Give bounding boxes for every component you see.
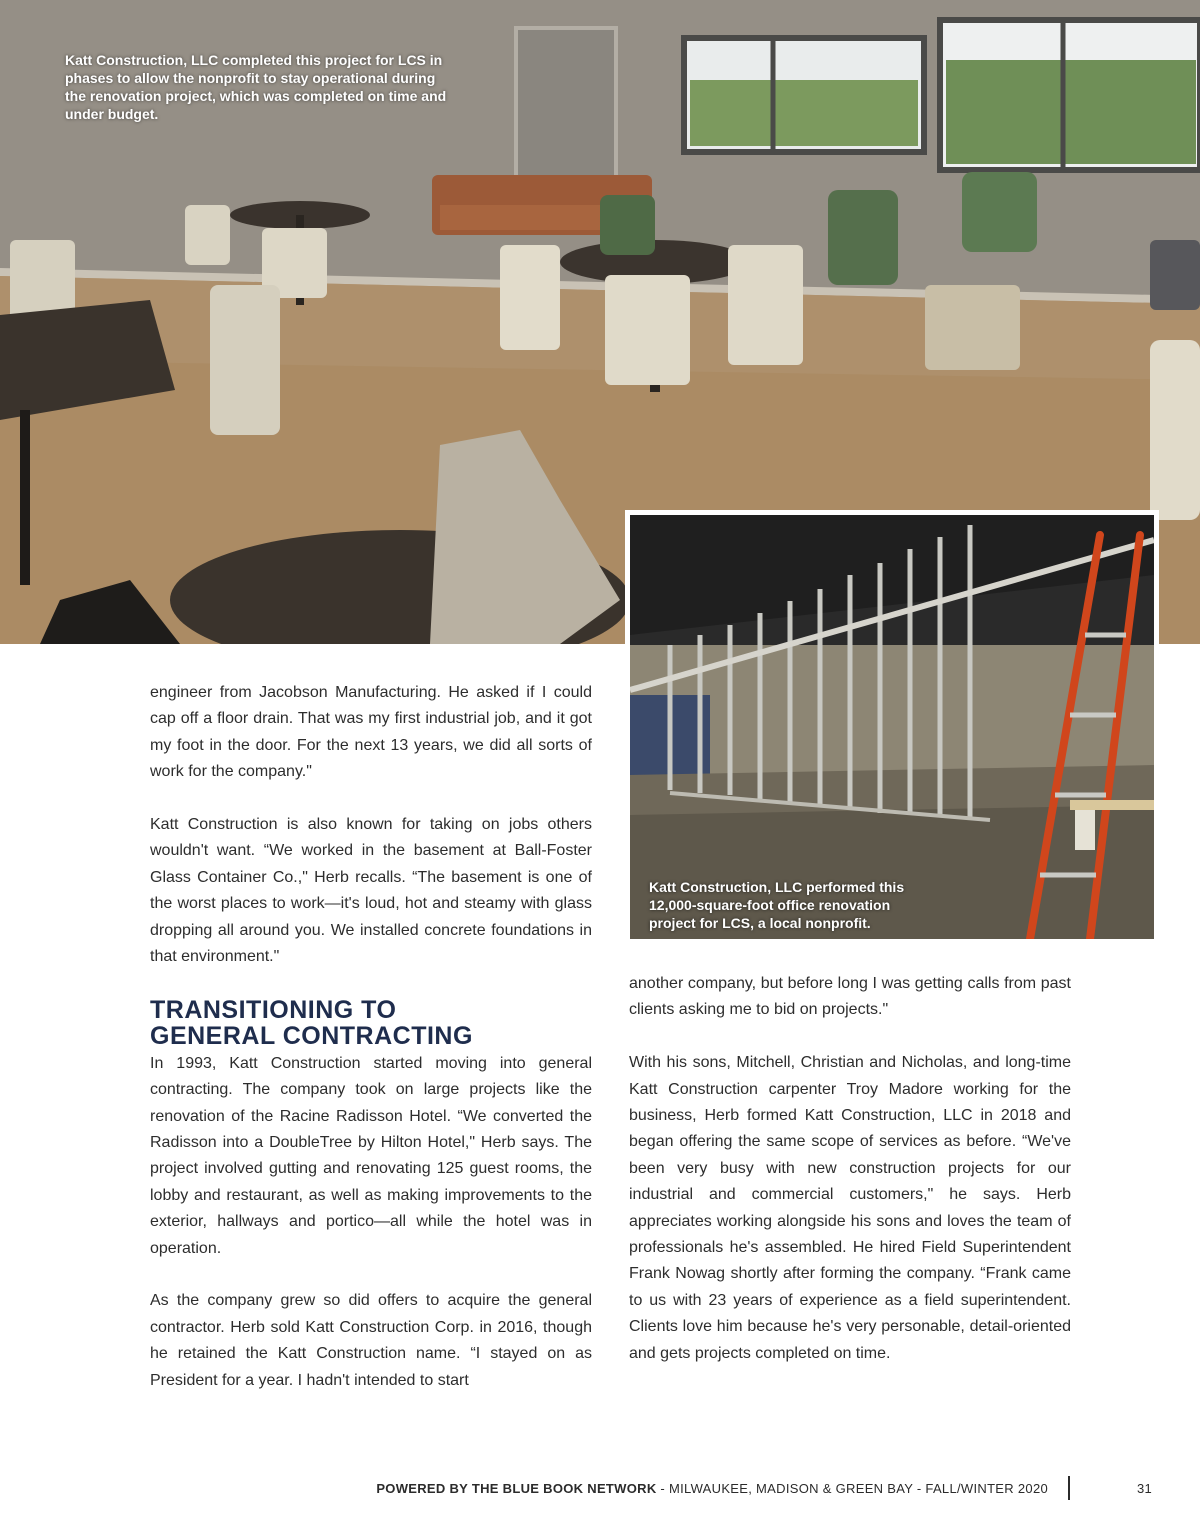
section-heading-line: GENERAL CONTRACTING: [150, 1021, 473, 1050]
footer-edition: - MILWAUKEE, MADISON & GREEN BAY - FALL/WINTER 2020: [656, 1481, 1048, 1496]
inset-photo: [625, 510, 1159, 944]
inset-photo-caption: Katt Construction, LLC performed this 12,000-square-foot office renovation project for LCS, a local nonprofit.: [649, 879, 905, 931]
footer-divider: [1068, 1476, 1070, 1500]
left-column: [150, 680, 592, 1421]
body-paragraph: another company, but before long I was getting calls from past clients asking me to bid on projects.": [629, 975, 1071, 1019]
body-paragraph: Katt Construction is also known for taking on jobs others wouldn't want. “We worked in the basement at Ball-Foster Glass Container Co.," Herb recalls. “The basement is one of the worst places to work—it's loud, hot and steamy with glass dropping all around you. We installed concrete foundations in that environment.": [150, 816, 592, 966]
body-paragraph: With his sons, Mitchell, Christian and Nicholas, and long-time Katt Construction carpenter Troy Madore working for the business, Herb formed Katt Construction, LLC in 2018 and began offering the same scope of services as before. “We've been very busy with new construction projects for our industrial and commercial customers," he says. Herb appreciates working alongside his sons and loves the team of professionals he's assembled. He hired Field Superintendent Frank Nowag shortly after forming the company. “Frank came to us with 23 years of experience as a field superintendent. Clients love him because he's very personable, detail-oriented and gets projects completed on time.: [629, 1054, 1071, 1362]
footer-publisher: POWERED BY THE BLUE BOOK NETWORK: [376, 1481, 657, 1496]
body-paragraph: In 1993, Katt Construction started moving into general contracting. The company took on large projects like the renovation of the Racine Radisson Hotel. “We converted the Radisson into a DoubleTree by Hilton Hotel," Herb says. The project involved gutting and renovating 125 guest rooms, the lobby and restaurant, as well as making improvements to the exterior, hallways and portico—all while the hotel was in operation.: [150, 1054, 592, 1257]
section-heading-line: TRANSITIONING TO: [150, 995, 397, 1024]
body-paragraph: engineer from Jacobson Manufacturing. He asked if I could cap off a floor drain. That was my first industrial job, and it got my foot in the door. For the next 13 years, we did all sorts of work for the company.": [150, 684, 592, 781]
footer-publication: [376, 1481, 1048, 1496]
section-heading: [150, 997, 592, 1049]
inset-photo-illustration: [630, 515, 1154, 939]
body-paragraph: As the company grew so did offers to acquire the general contractor. Herb sold Katt Construction Corp. in 2016, though he retained the Katt Construction name. “I stayed on as President for a year. I hadn't intended to start: [150, 1292, 592, 1389]
hero-photo-caption: Katt Construction, LLC completed this project for LCS in phases to allow the nonprofit to stay operational during the renovation project, which was completed on time and under budget.: [65, 52, 447, 122]
inset-photo-image: [630, 515, 1154, 939]
page-number: 31: [1136, 1481, 1152, 1496]
right-column: [629, 971, 1071, 1393]
page-footer: [300, 1476, 1155, 1500]
